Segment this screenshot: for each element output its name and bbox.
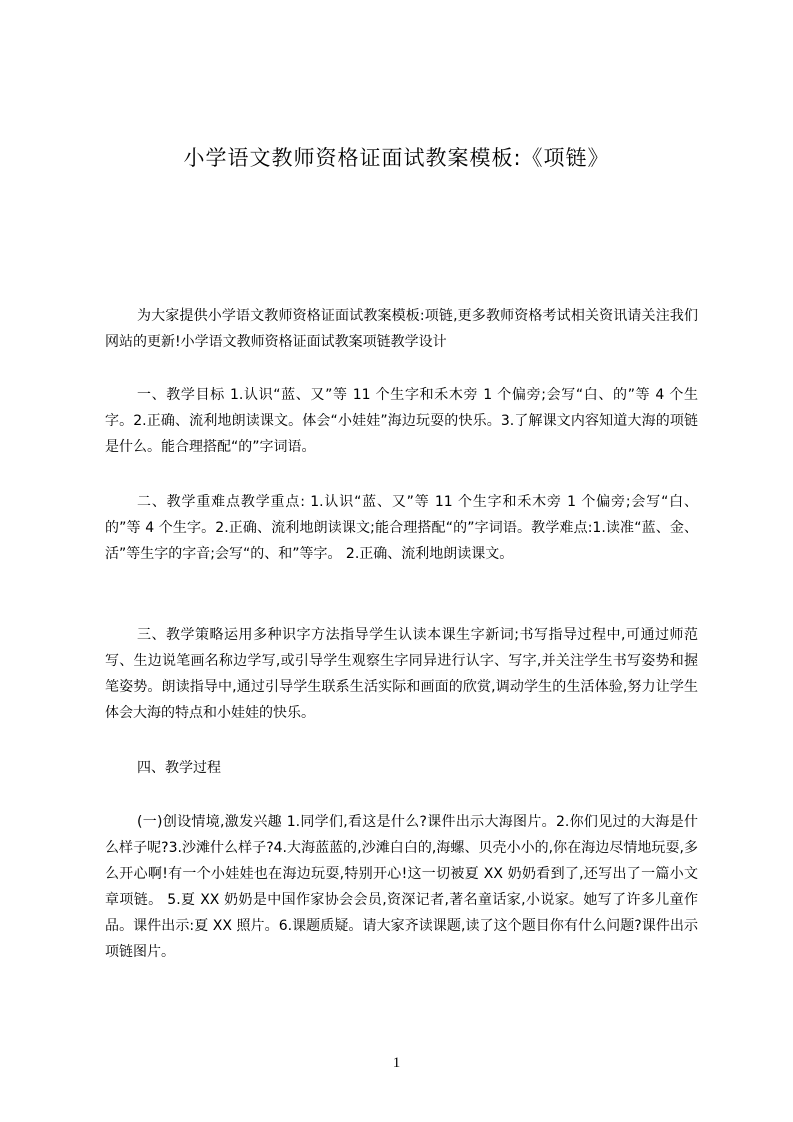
key-difficulties-paragraph: 二、教学重难点教学重点: 1.认识“蓝、又”等 11 个生字和禾木旁 1 个偏旁;会写“白、的”等 4 个生字。2.正确、流利地朗读课文;能合理搭配“的”字词语。教学难点:1.读准“蓝、金、活”等生字的字音;会写“的、和”等字。 2.正确、流利地朗读课文。: [105, 494, 698, 562]
teaching-process-heading: 四、教学过程: [137, 760, 221, 776]
teaching-goals-paragraph: 一、教学目标 1.认识“蓝、又”等 11 个生字和禾木旁 1 个偏旁;会写“白、的”等 4 个生字。2.正确、流利地朗读课文。体会“小娃娃”海边玩耍的快乐。3.了解课文内容知道大海的项链是什么。能合理搭配“的”字词语。: [105, 387, 698, 455]
scenario-paragraph: (一)创设情境,激发兴趣 1.同学们,看这是什么?课件出示大海图片。2.你们见过的大海是什么样子呢?3.沙滩什么样子?4.大海蓝蓝的,沙滩白白的,海螺、贝壳小小的,你在海边尽情地玩耍,多么开心啊!有一个小娃娃也在海边玩耍,特别开心!这一切被夏 XX 奶奶看到了,还写出了一篇小文章项链。 5.夏 XX 奶奶是中国作家协会会员,资深记者,著名童话家,小说家。她写了许多儿童作品。课件出示:夏 XX 照片。6.课题质疑。请大家齐读课题,读了这个题目你有什么问题?课件出示项链图片。: [105, 814, 698, 960]
document-title: 小学语文教师资格证面试教案模板:《项链》: [183, 146, 610, 170]
page-number: 1: [392, 1055, 401, 1071]
teaching-strategy-paragraph: 三、教学策略运用多种识字方法指导学生认读本课生字新词;书写指导过程中,可通过师范写、生边说笔画名称边学写,或引导学生观察生字同异进行认字、写字,并关注学生书写姿势和握笔姿势。朗读指导中,通过引导学生联系生活实际和画面的欣赏,调动学生的生活体验,努力让学生体会大海的特点和小娃娃的快乐。: [105, 627, 698, 721]
intro-paragraph: 为大家提供小学语文教师资格证面试教案模板:项链,更多教师资格考试相关资讯请关注我们网站的更新!小学语文教师资格证面试教案项链教学设计: [105, 308, 698, 350]
